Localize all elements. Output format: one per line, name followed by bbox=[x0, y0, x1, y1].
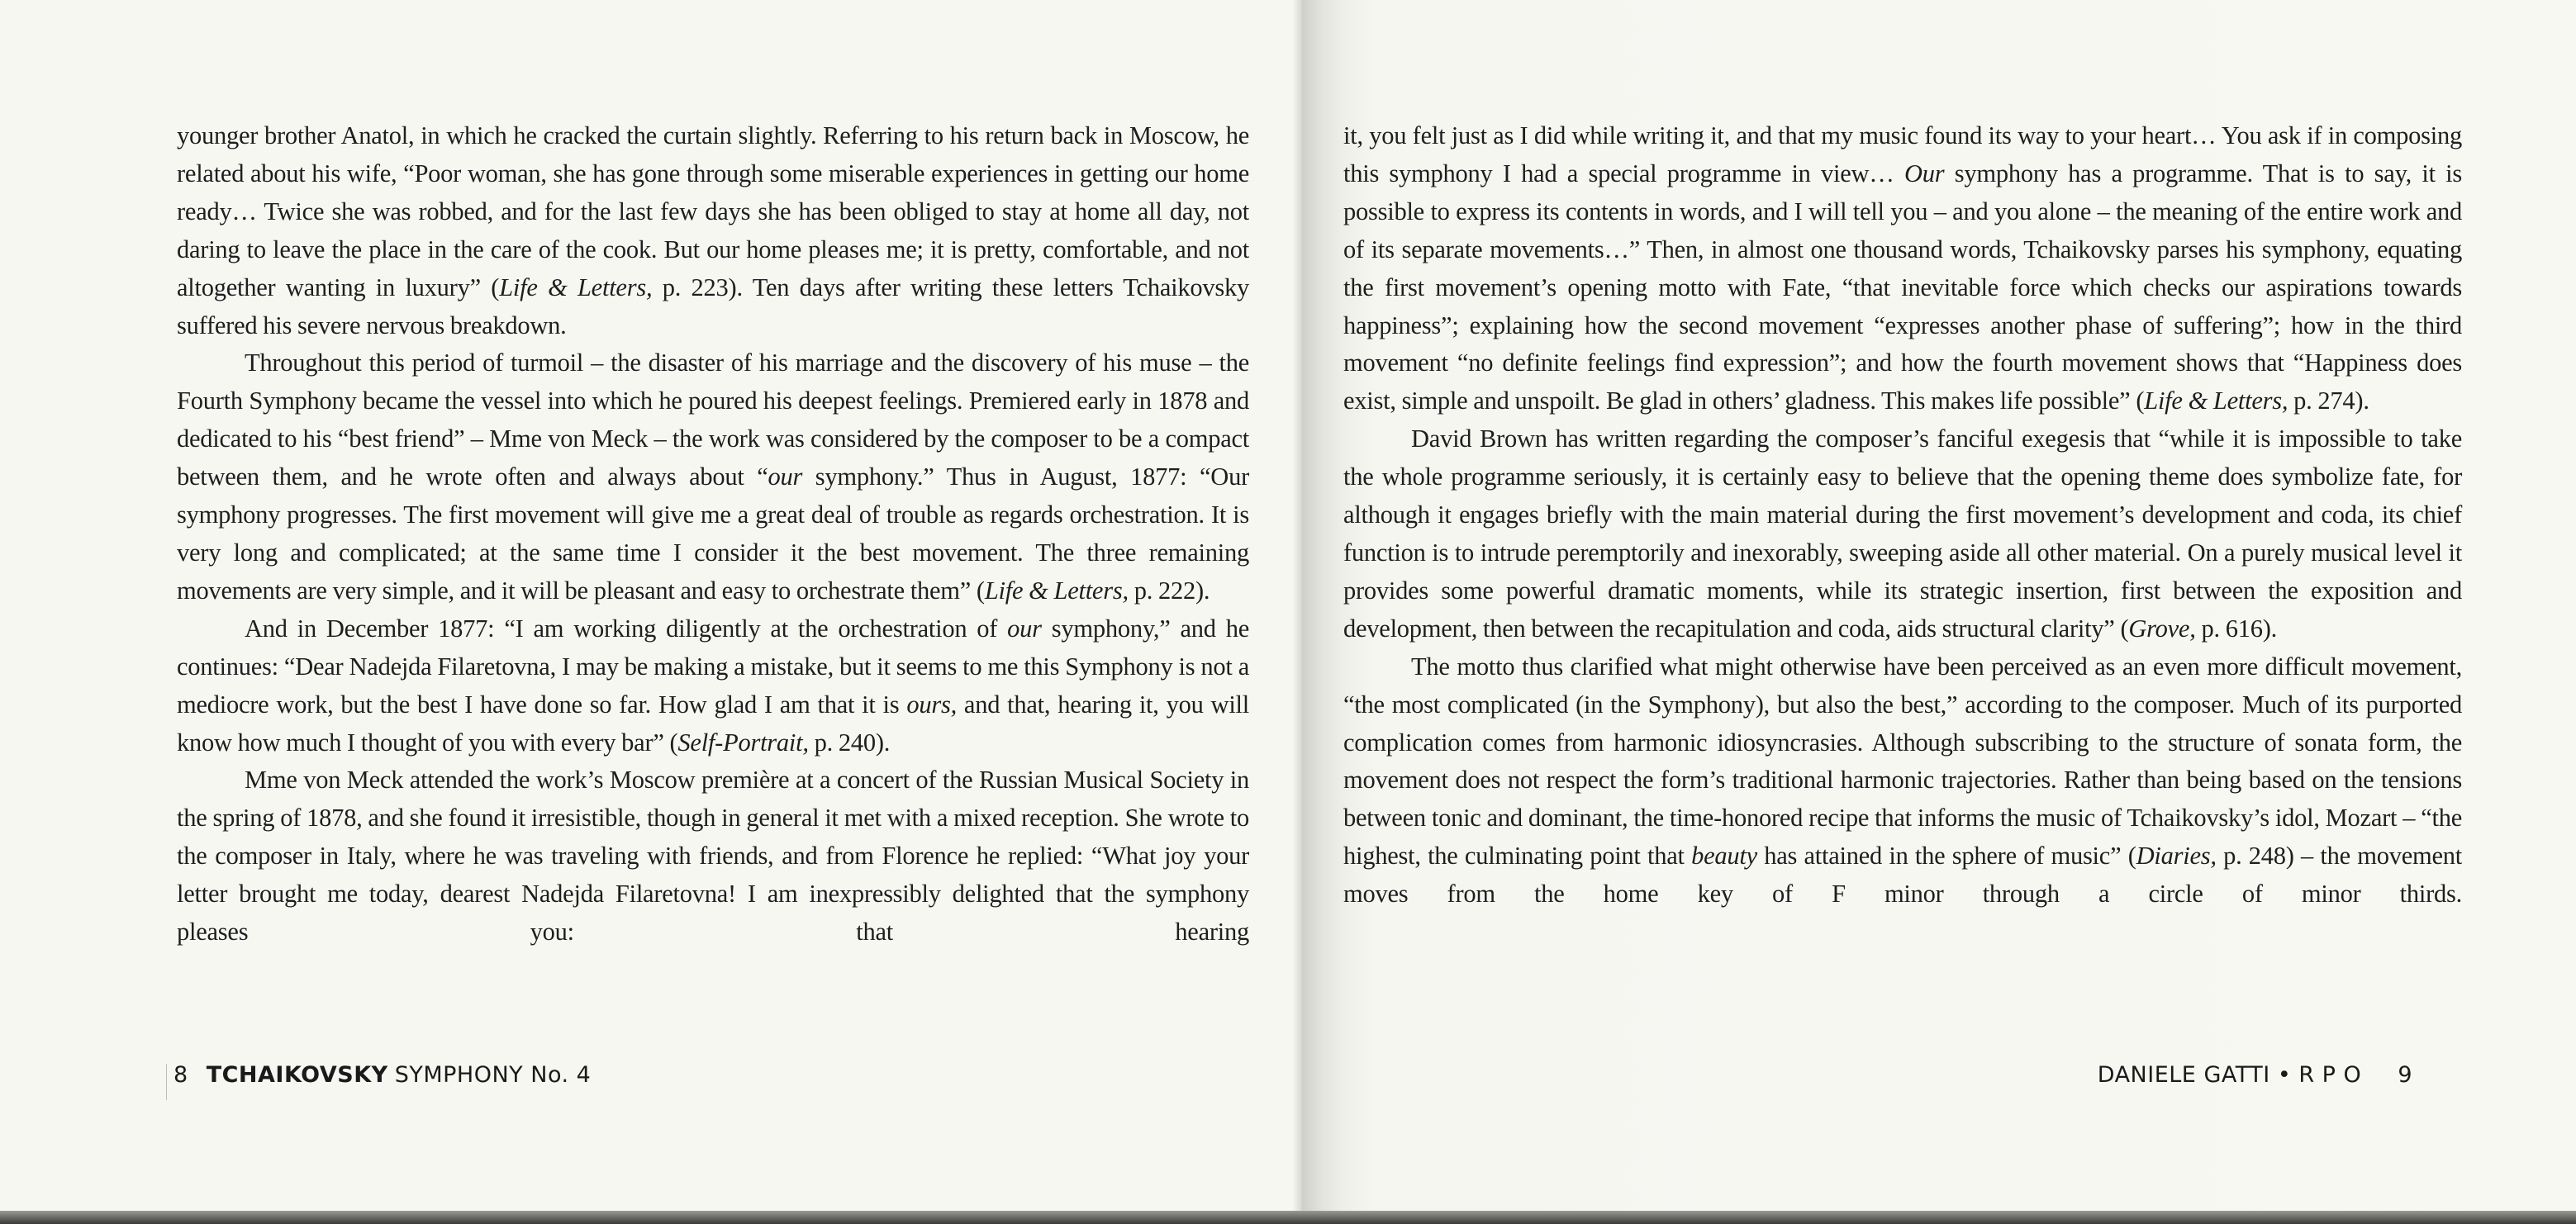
text-run: The motto thus clarified what might otherwise have been perceived as an even more difficult movement, “the most complicated (in the Symphony), but also the best,” according to the composer. Much of its purported complication comes from harmonic idiosyncrasies. Although subscribing to the structure of sonata form, the movement does not respect the form’s traditional harmonic trajectories. Rather than being based on the tensions between tonic and dominant, the time-honored recipe that informs the music of Tchaikovsky’s idol, Mozart – “the highest, the culminating point that bbox=[1343, 652, 2462, 871]
text-run: p. 222). bbox=[1128, 576, 1210, 605]
paragraph bbox=[1343, 420, 2462, 648]
italic-citation: Diaries, bbox=[2136, 842, 2217, 871]
text-run: Throughout this period of turmoil – the disaster of his marriage and the discovery of his muse – the Fourth Symphony became the vessel into which he poured his deepest feelings. Premiered early in 1878 and dedicated to his “best friend” – Mme von Meck – the work was considered by the composer to be a compact between them, and he wrote often and always about “ bbox=[177, 349, 1249, 491]
text-run: Mme von Meck attended the work’s Moscow première at a concert of the Russian Musical Society in the spring of 1878, and she found it irresistible, though in general it met with a mixed reception. She wrote to the composer in Italy, where he was traveling with friends, and from Florence he replied: “What joy your letter brought me today, dearest Nadejda Filaretovna! I am inexpressibly delighted that the symphony pleases you: that hearing bbox=[177, 766, 1249, 946]
footer-composer: TCHAIKOVSKY bbox=[206, 1062, 388, 1088]
paragraph bbox=[177, 117, 1249, 344]
page-number: 9 bbox=[2398, 1062, 2412, 1088]
text-run: David Brown has written regarding the composer’s fanciful exegesis that “while it is impossible to take the whole programme seriously, it is certainly easy to believe that the opening theme does symbolize fate, for although it engages briefly with the main material during the first movement’s development and coda, its chief function is to intrude peremptorily and inexorably, sweeping aside all other material. On a purely musical level it provides some powerful dramatic moments, while its strategic insertion, first between the exposition and development, then between the recapitulation and coda, aids structural clarity” ( bbox=[1343, 425, 2462, 643]
footer-work: SYMPHONY No. 4 bbox=[394, 1062, 592, 1088]
page-number: 8 bbox=[173, 1062, 188, 1088]
italic-citation: Self-Portrait, bbox=[677, 728, 809, 757]
text-run: p. 240). bbox=[808, 728, 891, 757]
italic-citation: Grove, bbox=[2128, 614, 2196, 643]
right-page-footer bbox=[2098, 1062, 2412, 1088]
text-run: p. 616). bbox=[2195, 614, 2278, 643]
left-page-footer bbox=[173, 1062, 591, 1088]
footer-separator: • bbox=[2277, 1062, 2292, 1088]
text-run: younger brother Anatol, in which he cracked the curtain slightly. Referring to his return back in Moscow, he related about his wife, “Poor woman, she has gone through some miserable experiences in getting our home ready… Twice she was robbed, and for the last few days she has been obliged to stay at home all day, not daring to leave the place in the care of the cook. But our home pleases me; it is pretty, comfortable, and not altogether wanting in luxury” ( bbox=[177, 121, 1249, 301]
italic-citation: beauty bbox=[1691, 842, 1757, 871]
text-run: symphony has a programme. That is to say, it is possible to express its contents in words, and I will tell you – and you alone – the meaning of the entire work and of its separate movements…” Then, in almost one thousand words, Tchaikovsky parses his symphony, equating the first movement’s opening motto with Fate, “that inevitable force which checks our aspirations towards happiness”; explaining how the second movement “expresses another phase of suffering”; how in the third movement “no definite feelings find expression”; and how the fourth movement shows that “Happiness does exist, simple and unspoilt. Be glad in others’ gladness. This makes life possible” ( bbox=[1343, 159, 2463, 415]
text-run: it, you felt just as I did while writing it, and that my music found its way to your heart… You ask if in composing this symphony I had a special programme in view… bbox=[1343, 121, 2462, 187]
paragraph bbox=[1343, 648, 2462, 913]
text-run: has attained in the sphere of music” ( bbox=[1756, 842, 2136, 871]
italic-citation: ours, bbox=[906, 690, 957, 719]
right-page bbox=[1302, 0, 2576, 1211]
italic-citation: Life & Letters, bbox=[984, 576, 1129, 605]
text-run: p. 223). Ten days after writing these letters Tchaikovsky suffered his severe nervous breakdown. bbox=[177, 273, 1249, 339]
paragraph bbox=[177, 610, 1249, 762]
margin-rule bbox=[166, 1064, 167, 1100]
left-page-body bbox=[177, 117, 1249, 951]
text-run: and that, hearing it, you will know how much I thought of you with every bar” ( bbox=[177, 690, 1249, 757]
text-run: p. 248) – the movement moves from the home key of F minor through a circle of minor thirds. bbox=[1343, 842, 2462, 909]
italic-citation: Life & Letters, bbox=[2144, 387, 2288, 415]
italic-citation: Our bbox=[1903, 159, 1945, 187]
paragraph bbox=[1343, 117, 2462, 420]
footer-orchestra: R P O bbox=[2298, 1062, 2362, 1088]
text-run: symphony,” and he continues: “Dear Nadejda Filaretovna, I may be making a mistake, but it seems to me this Symphony is not a mediocre work, but the best I have done so far. How glad I am that it is bbox=[177, 614, 1249, 719]
italic-citation: our bbox=[768, 463, 803, 491]
italic-citation: our bbox=[1007, 614, 1042, 643]
paragraph bbox=[177, 344, 1249, 610]
right-page-body bbox=[1343, 117, 2462, 913]
text-run: p. 274). bbox=[2288, 387, 2369, 415]
scan-edge bbox=[0, 1211, 2576, 1224]
text-run: symphony.” Thus in August, 1877: “Our symphony progresses. The first movement will give me a great deal of trouble as regards orchestration. It is very long and complicated; at the same time I consider it the best movement. The three remaining movements are very simple, and it will be pleasant and easy to orchestrate them” ( bbox=[177, 463, 1249, 605]
paragraph bbox=[177, 761, 1249, 951]
footer-conductor: DANIELE GATTI bbox=[2097, 1062, 2270, 1088]
italic-citation: Life & Letters, bbox=[499, 273, 653, 301]
text-run: And in December 1877: “I am working diligently at the orchestration of bbox=[245, 614, 1008, 643]
